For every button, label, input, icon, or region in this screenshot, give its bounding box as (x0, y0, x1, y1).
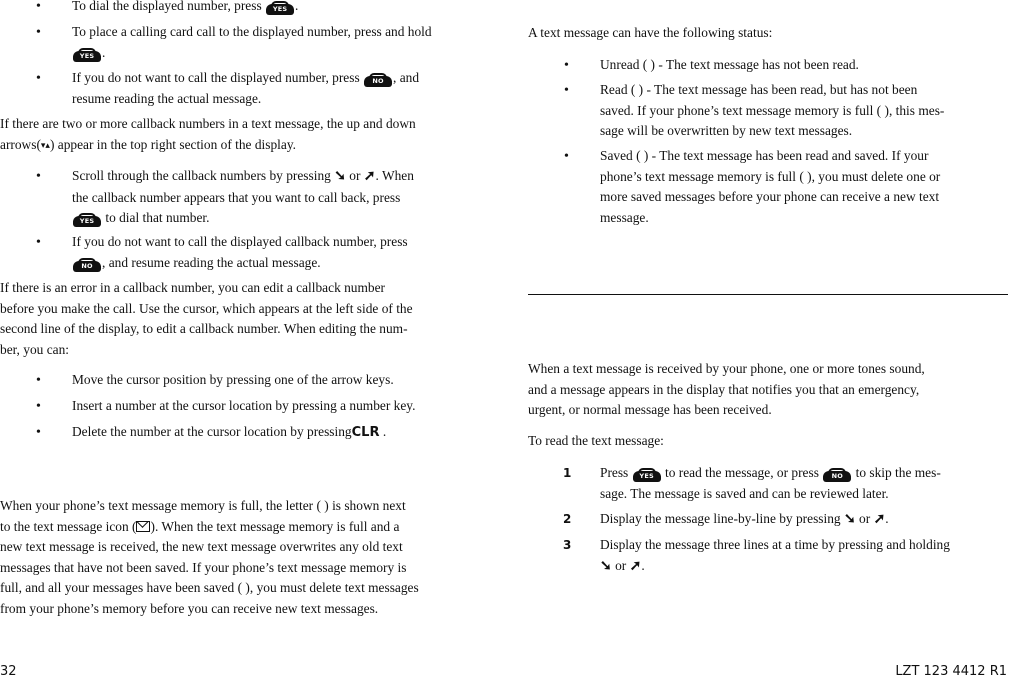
right-bullet-unread: Unread ( ) - The text message has not been read. (600, 57, 859, 72)
step-2: Display the message line-by-line by pressing ➘ or ➚. (600, 509, 889, 531)
left-bullet-4: Scroll through the callback numbers by pressing ➘ or ➚. When the callback number appears that you want to call back, press YES to dial that number. (72, 168, 414, 225)
bullet (36, 396, 44, 418)
left-paragraph-callback: If there are two or more callback numbers in a text message, the up and down arrows(▾▴) appear in the top right section of the display. (0, 114, 416, 155)
yes-key-icon: YES (266, 4, 294, 15)
bullet (564, 80, 572, 102)
left-bullet-3: If you do not want to call the displayed number, press NO , and resume reading the actual message. (72, 70, 420, 106)
left-paragraph-memory: When your phone’s text message memory is full, the letter ( ) is shown next to the text message icon ( ). When the text message memory is full and a new text message is received, the new text message overwrites any old text messages that have not been saved. If your phone’s text message memory is full, and all your messages have been saved ( ), you must delete text messages from your phone’s memory before you can receive new text messages. (0, 498, 419, 616)
up-arrow-icon: ➚ (873, 512, 886, 527)
page-number: 32 (0, 664, 17, 679)
yes-key-icon: YES (73, 216, 101, 227)
step-number: 2 (563, 512, 572, 526)
section-divider (528, 294, 1008, 295)
down-arrow-icon: ➘ (843, 512, 856, 527)
left-bullet-1: To dial the displayed number, press YES . (72, 0, 299, 13)
left-bullet-7: Insert a number at the cursor location by pressing a number key. (72, 398, 416, 413)
bullet (36, 0, 44, 18)
down-arrow-icon: ➘ (334, 169, 346, 184)
right-bullet-saved: Saved ( ) - The text message has been read and saved. If your phone’s text message memory is full ( ), you must delete one or more saved messages before your phone can receive a new text message. (600, 148, 941, 225)
step-number: 3 (563, 538, 572, 552)
document-code: LZT 123 4412 R1 (895, 664, 1007, 679)
yes-key-icon: YES (73, 51, 101, 62)
bullet (36, 166, 44, 188)
left-paragraph-edit: If there is an error in a callback number, you can edit a callback number before you make the call. Use the cursor, which appears at the left side of the second line of the display, to edit a callback number. When editing the num- ber, you can: (0, 280, 413, 357)
no-key-icon: NO (73, 261, 101, 272)
right-bullet-read: Read ( ) - The text message has been read, but has not been saved. If your phone’s text message memory is full ( ), this mes- sage will be overwritten by new text messages. (600, 82, 945, 138)
clr-key-icon: CLR (351, 425, 380, 440)
right-paragraph-read-intro: To read the text message: (528, 433, 664, 448)
yes-key-icon: YES (633, 471, 661, 482)
no-key-icon: NO (364, 76, 392, 87)
bullet (36, 22, 44, 44)
right-paragraph-received: When a text message is received by your phone, one or more tones sound, and a message appears in the display that notifies you that an emergency, urgent, or normal message has been received. (528, 361, 925, 417)
step-3: Display the message three lines at a time by pressing and holding ➘ or ➚. (600, 535, 950, 577)
right-paragraph-status: A text message can have the following status: (528, 25, 773, 40)
bullet (36, 232, 44, 254)
left-bullet-2: To place a calling card call to the displayed number, press and hold YES . (72, 24, 432, 60)
bullet (36, 370, 44, 392)
left-bullet-6: Move the cursor position by pressing one of the arrow keys. (72, 372, 394, 387)
bullet (564, 55, 572, 77)
envelope-icon (136, 521, 150, 532)
step-number: 1 (563, 466, 572, 480)
scroll-arrows-icon: ▾▴ (40, 139, 50, 150)
left-bullet-5: If you do not want to call the displayed callback number, press NO , and resume reading the actual message. (72, 234, 408, 270)
bullet (36, 422, 44, 444)
up-arrow-icon: ➚ (629, 558, 642, 574)
no-key-icon: NO (823, 471, 851, 482)
step-1: Press YES to read the message, or press NO to skip the mes- sage. The message is saved and can be reviewed later. (600, 465, 941, 501)
left-bullet-8: Delete the number at the cursor location by pressingCLR . (72, 424, 387, 440)
bullet (36, 68, 44, 90)
down-arrow-icon: ➘ (600, 558, 612, 574)
up-arrow-icon: ➚ (363, 169, 376, 184)
bullet (564, 146, 572, 168)
